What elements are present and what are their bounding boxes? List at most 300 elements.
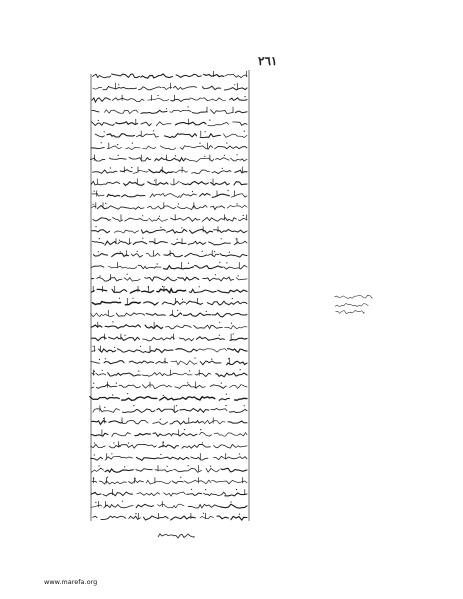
ink-word	[195, 265, 223, 268]
ink-word	[119, 385, 140, 388]
ink-word	[105, 456, 132, 460]
ink-word	[147, 206, 176, 209]
footer-url: www.marefa.org	[44, 578, 98, 586]
ink-word	[192, 112, 207, 114]
ink-dot	[234, 84, 235, 85]
ink-dot	[191, 489, 192, 490]
ink-dot	[238, 275, 239, 276]
ink-dot	[160, 419, 161, 420]
ink-dot	[104, 407, 105, 408]
ink-word	[92, 241, 104, 244]
ink-word	[197, 397, 215, 400]
ink-dot	[178, 203, 179, 204]
ink-word	[227, 205, 247, 208]
ink-word	[135, 434, 151, 436]
ink-word	[91, 492, 101, 494]
ink-word	[210, 206, 224, 210]
ink-dot	[231, 501, 232, 502]
ink-word	[173, 170, 188, 173]
ink-dot	[135, 478, 136, 479]
ink-word	[103, 86, 137, 89]
ink-word	[96, 385, 116, 389]
ink-word	[171, 361, 197, 365]
ink-dot	[127, 393, 128, 394]
ink-word	[212, 480, 247, 484]
ink-word	[228, 349, 248, 353]
ink-dot	[182, 299, 183, 300]
ink-word	[129, 158, 151, 161]
ink-word	[91, 362, 100, 364]
ink-word	[114, 230, 138, 233]
ink-word	[91, 457, 103, 460]
ink-word	[200, 516, 214, 518]
ink-word	[146, 314, 165, 316]
ink-word	[221, 468, 247, 472]
ink-word	[137, 457, 162, 460]
ink-word	[214, 433, 247, 437]
ink-word	[122, 195, 145, 197]
ink-word	[147, 349, 173, 353]
ink-word	[123, 420, 148, 424]
ink-dot	[209, 120, 210, 121]
ink-word	[133, 170, 148, 173]
ink-word	[180, 194, 196, 198]
ink-dot	[219, 335, 220, 336]
ink-word	[170, 313, 182, 317]
ink-word	[172, 242, 187, 244]
ink-dot	[244, 96, 245, 97]
ink-dot	[221, 383, 222, 384]
ink-word	[104, 110, 138, 114]
ink-word	[170, 110, 191, 112]
ink-word	[177, 205, 207, 209]
ink-dot	[192, 191, 193, 192]
ink-word	[179, 338, 194, 341]
ink-word	[234, 182, 247, 185]
ink-word	[157, 289, 186, 293]
ink-word	[211, 182, 230, 185]
ink-word	[112, 98, 144, 102]
ink-word	[92, 110, 99, 112]
ink-word	[148, 98, 169, 101]
ink-word	[188, 241, 206, 245]
ink-dot	[200, 429, 201, 430]
ink-dot	[236, 154, 237, 155]
ink-dot	[99, 465, 100, 466]
ink-dot	[166, 108, 167, 109]
ink-word	[235, 111, 247, 113]
ink-word	[91, 445, 106, 448]
ink-word	[105, 241, 116, 245]
ink-word	[164, 253, 183, 256]
ink-word	[144, 302, 158, 305]
ink-word	[212, 194, 229, 197]
ink-word	[200, 193, 211, 196]
ink-word	[91, 181, 120, 185]
ink-word	[90, 158, 105, 161]
ink-word	[175, 122, 206, 125]
ink-word	[93, 254, 107, 257]
closing-phrase	[158, 534, 194, 538]
ink-word	[208, 123, 229, 126]
ink-word	[107, 146, 121, 149]
ink-word	[116, 313, 145, 316]
ink-word	[93, 516, 97, 517]
ink-word	[138, 265, 161, 269]
ink-dot	[131, 167, 132, 168]
ink-dot	[159, 216, 160, 217]
ink-word	[155, 470, 172, 472]
ink-word	[119, 444, 156, 448]
ink-word	[230, 385, 248, 389]
ink-dot	[99, 238, 100, 239]
ink-word	[146, 480, 170, 484]
ink-word	[141, 122, 151, 126]
ink-dot	[135, 513, 136, 514]
ink-word	[200, 361, 221, 365]
ink-word	[190, 229, 213, 233]
ink-dot	[194, 357, 195, 358]
ink-dot	[214, 251, 215, 252]
ink-dot	[236, 489, 237, 490]
ink-word	[130, 290, 139, 293]
ink-dot	[140, 346, 141, 347]
ink-word	[122, 409, 154, 413]
ink-word	[108, 373, 141, 376]
ink-word	[182, 444, 210, 448]
ink-word	[144, 516, 169, 520]
ink-word	[220, 504, 247, 508]
ink-word	[107, 195, 120, 197]
ink-word	[175, 385, 205, 389]
ink-word	[190, 98, 226, 101]
ink-dot	[93, 204, 94, 205]
ink-dot	[114, 347, 115, 348]
ink-word	[228, 421, 247, 423]
ink-dot	[124, 335, 125, 336]
manuscript-text-lines	[90, 71, 247, 520]
ink-dot	[142, 238, 143, 239]
ink-word	[92, 230, 110, 233]
ink-word	[214, 230, 248, 233]
ink-word	[224, 265, 247, 269]
ink-word	[93, 218, 111, 221]
ink-dot	[100, 275, 101, 276]
ink-word	[97, 289, 107, 290]
ink-word	[204, 420, 225, 424]
ink-word	[179, 373, 192, 375]
ink-word	[183, 313, 210, 316]
ink-word	[209, 242, 231, 245]
ink-word	[96, 373, 106, 375]
ink-dot	[105, 203, 106, 204]
ink-word	[157, 409, 178, 413]
ink-word	[171, 516, 196, 520]
ink-word	[156, 122, 171, 126]
ink-dot	[99, 359, 100, 360]
ink-word	[124, 278, 140, 282]
margin-note-stroke	[335, 303, 368, 306]
ink-word	[233, 122, 247, 125]
ink-word	[136, 469, 152, 472]
ink-dot	[116, 383, 117, 384]
ink-dot	[221, 238, 222, 239]
ink-word	[136, 504, 153, 508]
ink-dot	[98, 251, 99, 252]
ink-dot	[222, 168, 223, 169]
ink-word	[92, 302, 120, 305]
ink-word	[129, 481, 144, 484]
ink-dot	[117, 144, 118, 145]
ink-word	[187, 493, 202, 495]
margin-note-stroke	[335, 311, 364, 314]
ink-dot	[93, 383, 94, 384]
ink-dot	[128, 442, 129, 443]
ink-word	[149, 218, 167, 221]
ink-word	[105, 469, 133, 472]
ink-word	[91, 313, 115, 317]
ink-word	[196, 337, 224, 341]
ink-dot	[157, 263, 158, 264]
ink-dot	[154, 180, 155, 181]
ink-word	[214, 444, 247, 448]
ink-word	[92, 373, 95, 374]
ink-word	[230, 98, 247, 101]
ink-dot	[226, 394, 227, 395]
ink-word	[202, 86, 221, 90]
ink-dot	[187, 382, 188, 383]
ink-word	[112, 74, 140, 78]
ink-dot	[202, 251, 203, 252]
ink-word	[167, 229, 187, 233]
ink-word	[158, 504, 184, 508]
page-number: ٢٦١	[258, 54, 278, 68]
ink-dot	[225, 405, 226, 406]
ink-word	[153, 422, 168, 425]
ink-dot	[177, 239, 178, 240]
ink-word	[231, 516, 247, 520]
ink-word	[97, 206, 107, 209]
ink-word	[211, 409, 227, 411]
ink-word	[122, 397, 157, 401]
ink-word	[97, 277, 122, 281]
ink-word	[191, 457, 208, 460]
ink-dot	[132, 143, 133, 144]
ink-word	[176, 349, 197, 352]
ink-word	[182, 182, 208, 185]
ink-dot	[177, 310, 178, 311]
ink-word	[99, 481, 126, 484]
ink-word	[90, 397, 120, 400]
ink-word	[92, 421, 106, 425]
ink-word	[217, 516, 229, 519]
ink-word	[136, 134, 158, 137]
ink-dot	[93, 346, 94, 347]
ink-word	[101, 516, 126, 519]
ink-dot	[101, 142, 102, 143]
ink-word	[129, 361, 154, 363]
ink-dot	[175, 155, 176, 156]
ink-word	[171, 99, 190, 101]
ink-word	[216, 158, 230, 160]
ink-dot	[157, 95, 158, 96]
ink-word	[224, 134, 248, 138]
closing-phrase-stroke	[158, 534, 194, 538]
ink-word	[214, 456, 247, 459]
ink-word	[234, 241, 247, 245]
ink-word	[91, 468, 103, 472]
ink-word	[185, 158, 214, 161]
ink-word	[200, 432, 212, 436]
ink-dot	[206, 311, 207, 312]
ink-word	[92, 481, 97, 482]
ink-word	[109, 421, 123, 423]
ink-dot	[111, 453, 112, 454]
ink-dot	[226, 142, 227, 143]
ink-dot	[162, 286, 163, 287]
ink-word	[91, 433, 108, 436]
ink-word	[172, 481, 183, 483]
ink-dot	[187, 106, 188, 107]
ink-word	[160, 397, 198, 400]
ink-word	[164, 266, 194, 270]
ink-dot	[119, 298, 120, 299]
ink-word	[162, 301, 185, 305]
ink-word	[200, 134, 220, 138]
ink-dot	[163, 395, 164, 396]
ink-word	[219, 398, 229, 400]
ink-dot	[199, 143, 200, 144]
ink-word	[108, 206, 144, 210]
ink-word	[150, 242, 168, 244]
ink-word	[236, 278, 247, 280]
ink-word	[155, 158, 186, 162]
ink-word	[215, 146, 247, 149]
ink-word	[224, 88, 247, 90]
ink-dot	[180, 477, 181, 478]
ink-word	[105, 325, 140, 329]
ink-dot	[133, 405, 134, 406]
ink-dot	[181, 227, 182, 228]
ink-word	[218, 290, 247, 293]
ink-dot	[110, 167, 111, 168]
ink-word	[196, 349, 226, 352]
ink-word	[92, 387, 94, 388]
ink-word	[186, 301, 202, 304]
ink-word	[176, 74, 201, 77]
ink-word	[92, 325, 102, 327]
ink-dot	[219, 322, 220, 323]
ink-dot	[104, 131, 105, 132]
ink-dot	[188, 465, 189, 466]
ink-word	[231, 194, 247, 198]
ink-dot	[112, 394, 113, 395]
margin-annotation	[335, 295, 372, 313]
ink-word	[170, 421, 204, 425]
ink-word	[212, 171, 231, 174]
ink-word	[116, 122, 138, 125]
ink-word	[159, 445, 179, 448]
ink-dot	[167, 466, 168, 467]
ink-word	[142, 291, 154, 293]
ink-word	[153, 433, 171, 436]
ink-word	[141, 230, 165, 234]
ink-word	[212, 313, 247, 317]
ink-word	[235, 170, 247, 173]
ink-dot	[132, 298, 133, 299]
ink-word	[91, 266, 104, 268]
ink-word	[216, 373, 247, 377]
ink-word	[126, 148, 140, 150]
ink-word	[138, 87, 161, 90]
ink-dot	[95, 502, 96, 503]
ink-dot	[122, 501, 123, 502]
ink-word	[109, 337, 140, 341]
ink-word	[164, 134, 196, 138]
ink-dot	[119, 240, 120, 241]
ink-dot	[244, 131, 245, 132]
ink-dot	[224, 155, 225, 156]
ink-word	[203, 277, 234, 281]
ink-word	[104, 505, 133, 509]
ink-word	[188, 504, 220, 508]
ink-dot	[94, 191, 95, 192]
ink-word	[92, 98, 110, 102]
ink-dot	[176, 405, 177, 406]
ink-dot	[112, 321, 113, 322]
ink-word	[178, 277, 199, 280]
ink-word	[91, 147, 104, 148]
ink-dot	[160, 454, 161, 455]
ink-dot	[124, 466, 125, 467]
ink-word	[150, 194, 180, 198]
ink-dot	[107, 477, 108, 478]
ink-dot	[228, 190, 229, 191]
ink-word	[235, 398, 247, 400]
ink-word	[202, 218, 236, 222]
ink-dot	[226, 262, 227, 263]
ink-word	[92, 193, 104, 196]
ink-word	[142, 385, 171, 389]
ink-dot	[94, 454, 95, 455]
ink-word	[91, 505, 102, 507]
ink-word	[141, 74, 173, 78]
ink-word	[93, 170, 118, 173]
ink-word	[211, 110, 234, 114]
ink-dot	[199, 286, 200, 287]
ink-dot	[142, 215, 143, 216]
ink-word	[143, 146, 156, 149]
ink-word	[210, 385, 226, 389]
ink-word	[225, 326, 247, 329]
ink-word	[180, 409, 209, 413]
ink-word	[117, 349, 145, 353]
ink-word	[229, 409, 247, 412]
ink-word	[93, 87, 102, 89]
ink-word	[148, 182, 168, 185]
ink-word	[120, 170, 132, 172]
ink-dot	[138, 371, 139, 372]
ink-dot	[204, 156, 205, 157]
ink-word	[231, 158, 247, 161]
ink-word	[230, 338, 247, 340]
ink-word	[189, 289, 216, 292]
ink-dot	[118, 155, 119, 156]
ink-dot	[203, 513, 204, 514]
ink-word	[220, 254, 247, 258]
ink-dot	[237, 203, 238, 204]
ink-word	[142, 373, 178, 377]
